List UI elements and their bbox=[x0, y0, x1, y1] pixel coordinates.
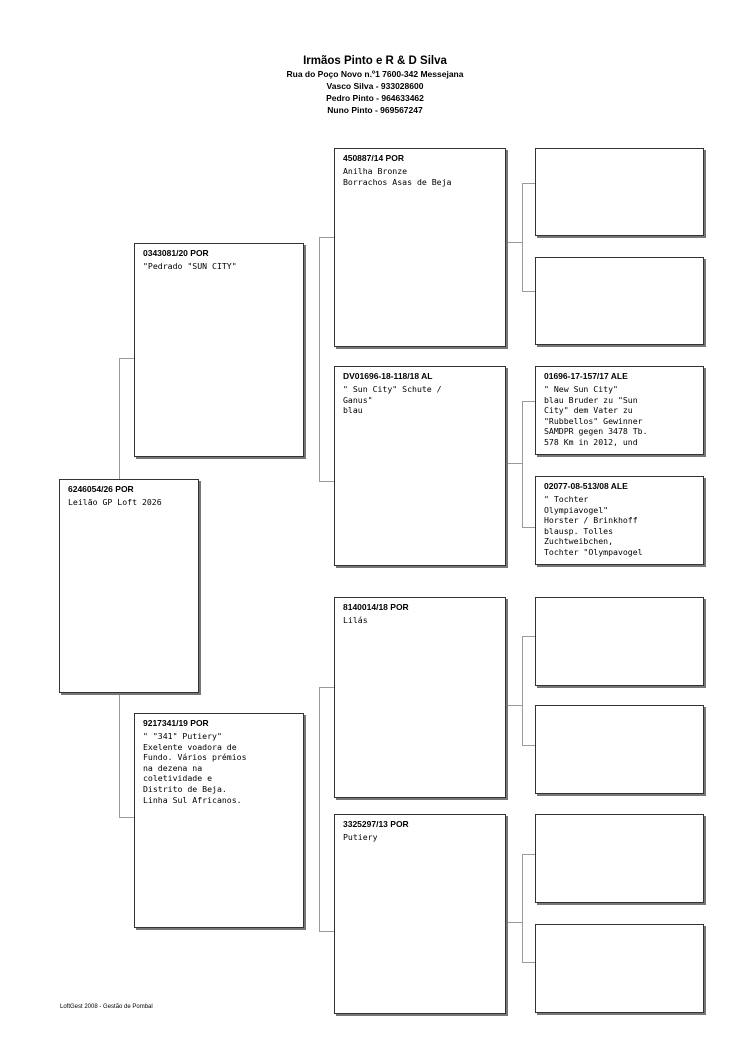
ring-number: 02077-08-513/08 ALE bbox=[544, 481, 628, 491]
ring-number: 01696-17-157/17 ALE bbox=[544, 371, 628, 381]
connector-ds-stub bbox=[506, 705, 522, 706]
connector-sd-vertical bbox=[522, 401, 523, 528]
connector-ss-stub bbox=[506, 242, 522, 243]
connector-dd-vertical bbox=[522, 854, 523, 963]
ring-number: 3325297/13 POR bbox=[343, 819, 409, 829]
pigeon-description: Lilás bbox=[343, 615, 368, 625]
pigeon-card-ss-dam bbox=[535, 257, 704, 345]
pigeon-card-dam-sire bbox=[334, 597, 506, 798]
connector-ss-vertical bbox=[522, 183, 523, 292]
pigeon-card-sd-sire bbox=[535, 366, 704, 455]
contact-pedro: Pedro Pinto - 964633462 bbox=[326, 93, 424, 103]
pigeon-description: Anilha Bronze Borrachos Asas de Beja bbox=[343, 166, 452, 187]
pigeon-card-dam bbox=[134, 713, 304, 928]
pigeon-card-ds-dam bbox=[535, 705, 704, 794]
connector-ds-bottom bbox=[522, 745, 535, 746]
connector-dam-bottom bbox=[319, 931, 334, 932]
connector-dam-vertical bbox=[319, 687, 320, 932]
ring-number: 9217341/19 POR bbox=[143, 718, 209, 728]
pigeon-card-dd-dam bbox=[535, 924, 704, 1013]
connector-dd-bottom bbox=[522, 962, 535, 963]
connector-dd-top bbox=[522, 854, 535, 855]
page-header bbox=[0, 55, 750, 116]
ring-number: 0343081/20 POR bbox=[143, 248, 209, 258]
pigeon-card-sire-dam bbox=[334, 366, 506, 566]
connector-dd-stub bbox=[506, 922, 522, 923]
connector-sire-bottom bbox=[319, 481, 334, 482]
pigeon-card-dd-sire bbox=[535, 814, 704, 903]
connector-ds-vertical bbox=[522, 636, 523, 746]
pigeon-card-sd-dam bbox=[535, 476, 704, 565]
connector-ss-top bbox=[522, 183, 535, 184]
ring-number: 6246054/26 POR bbox=[68, 484, 134, 494]
pigeon-card-sire-sire bbox=[334, 148, 506, 347]
pigeon-description: "Pedrado "SUN CITY" bbox=[143, 261, 237, 271]
pigeon-description: Putiery bbox=[343, 832, 378, 842]
pigeon-card-ss-sire bbox=[535, 148, 704, 236]
ring-number: DV01696-18-118/18 AL bbox=[343, 371, 433, 381]
connector-sd-stub bbox=[506, 463, 522, 464]
loft-title: Irmãos Pinto e R & D Silva bbox=[303, 55, 447, 67]
ring-number: 450887/14 POR bbox=[343, 153, 404, 163]
ring-number: 8140014/18 POR bbox=[343, 602, 409, 612]
loft-address: Rua do Poço Novo n.º1 7600-342 Messejana bbox=[286, 69, 464, 79]
connector-subject-sire bbox=[119, 358, 134, 359]
contact-nuno: Nuno Pinto - 969567247 bbox=[327, 105, 423, 115]
pigeon-description: " "341" Putiery" Exelente voadora de Fundo. Vários prémios na dezena na coletividade e Distrito de Beja. Linha Sul Africanos. bbox=[143, 731, 247, 805]
pigeon-card-dam-dam bbox=[334, 814, 506, 1014]
pigeon-description: " Tochter Olympiavogel" Horster / Brinkhoff blausp. Tolles Zuchtweibchen, Tochter "Olympavogel bbox=[544, 494, 643, 557]
connector-sire-top bbox=[319, 237, 334, 238]
connector-subject-dam bbox=[119, 817, 134, 818]
connector-sire-vertical bbox=[319, 237, 320, 482]
pigeon-description: " New Sun City" blau Bruder zu "Sun City" dem Vater zu "Rubbellos" Gewinner SAMDPR gegen 3478 Tb. 578 Km in 2012, und bbox=[544, 384, 648, 447]
footer-credit: LoftGest 2008 - Gestão de Pombal bbox=[60, 1004, 153, 1010]
pigeon-card-subject bbox=[59, 479, 199, 693]
pigeon-card-sire bbox=[134, 243, 304, 457]
connector-dam-top bbox=[319, 687, 334, 688]
connector-sd-top bbox=[522, 401, 535, 402]
pigeon-description: " Sun City" Schute / Ganus" blau bbox=[343, 384, 442, 416]
pigeon-description: Leilão GP Loft 2026 bbox=[68, 497, 162, 507]
connector-sd-bottom bbox=[522, 527, 535, 528]
connector-ds-top bbox=[522, 636, 535, 637]
connector-ss-bottom bbox=[522, 291, 535, 292]
contact-vasco: Vasco Silva - 933028600 bbox=[326, 81, 424, 91]
pigeon-card-ds-sire bbox=[535, 597, 704, 686]
